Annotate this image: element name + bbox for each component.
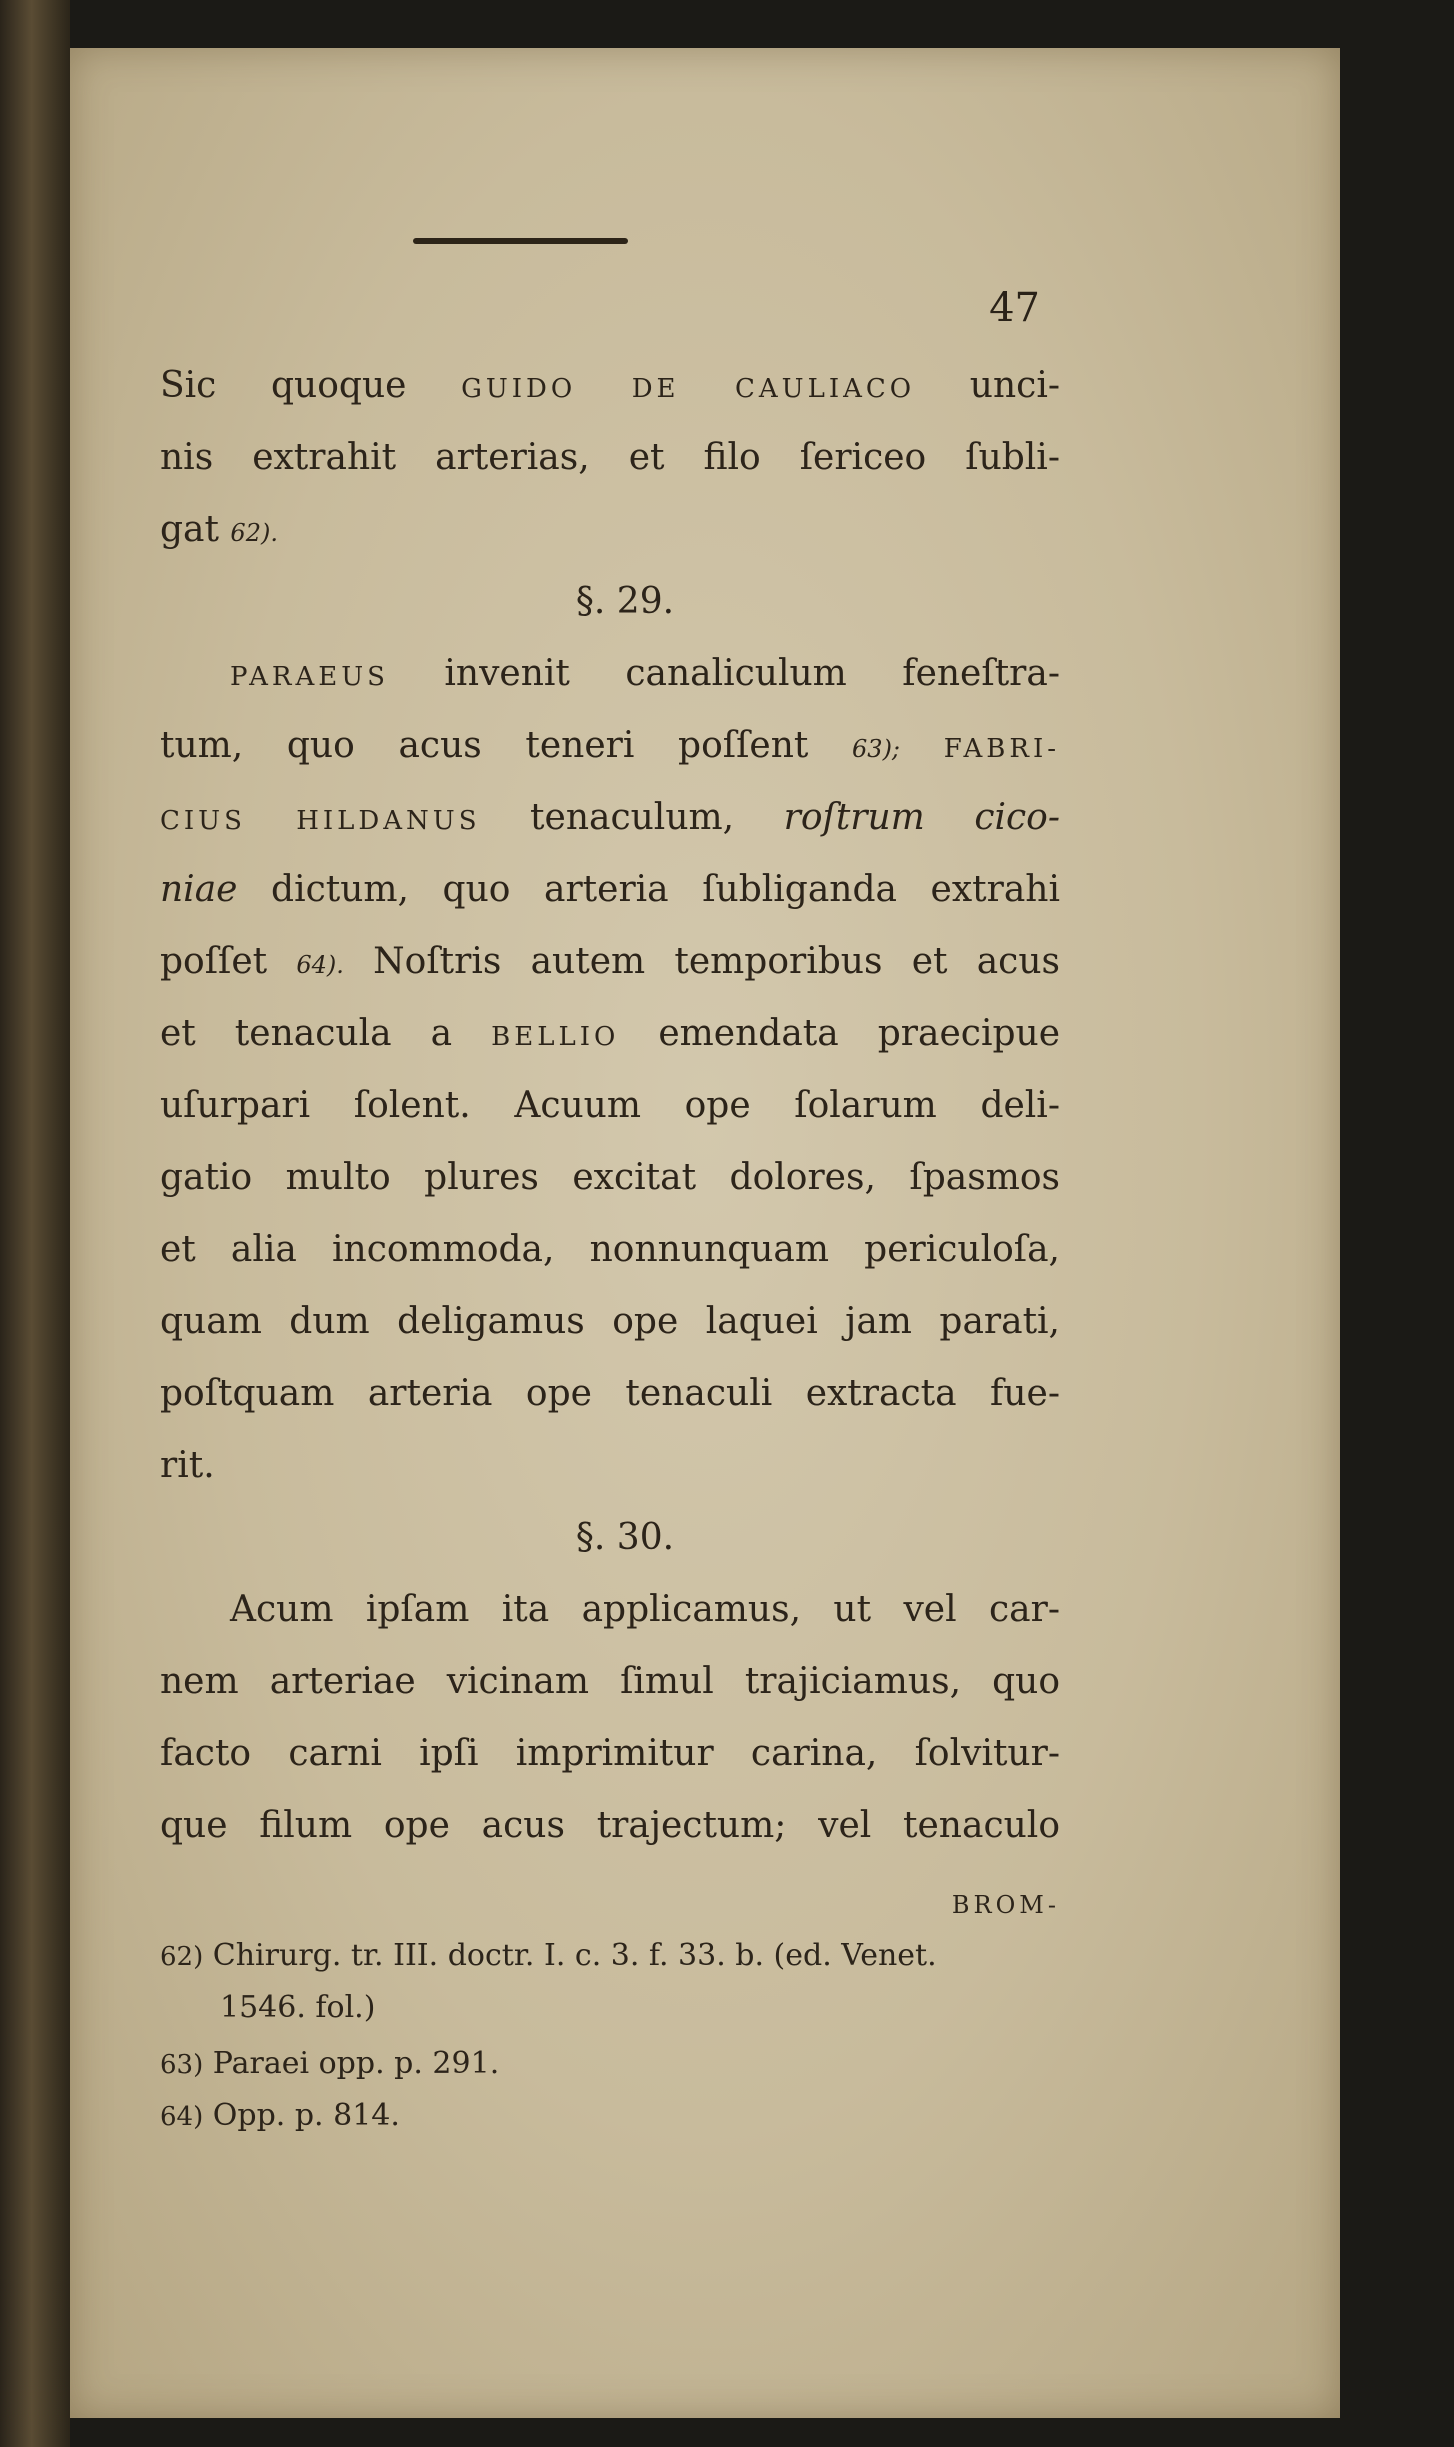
text-run: facto carni ipſi imprimitur carina, ſolvitur- — [160, 1733, 1060, 1774]
text-run: emendata praecipue — [619, 1013, 1060, 1054]
text-line — [160, 710, 1060, 782]
footnote-ref: 63); — [852, 735, 901, 763]
text-line — [160, 494, 1060, 566]
text-run: Noſtris autem temporibus et acus — [343, 941, 1060, 982]
small-caps-name: FABRI- — [943, 734, 1060, 764]
footnote-number: 62) — [160, 1942, 204, 1972]
text-run: uſurpari ſolent. Acuum ope ſolarum deli- — [160, 1085, 1060, 1126]
text-line — [160, 998, 1060, 1070]
footnote-number: 64) — [160, 2102, 204, 2132]
text-line — [160, 854, 1060, 926]
body-text — [160, 350, 1060, 1862]
footnote-ref: 64). — [296, 951, 344, 979]
text-line — [160, 1718, 1060, 1790]
text-run: gatio multo plures excitat dolores, ſpasmos — [160, 1157, 1060, 1198]
footnote-number: 63) — [160, 2050, 204, 2080]
book-spine — [0, 0, 70, 2447]
text-run: §. 29. — [575, 581, 675, 622]
footnote — [160, 2038, 1060, 2090]
text-run: invenit canaliculum feneſtra- — [388, 653, 1060, 694]
text-line — [160, 1646, 1060, 1718]
text-run: poſſet — [160, 941, 297, 982]
footnotes — [160, 1880, 1060, 2142]
text-run: Acum ipſam ita applicamus, ut vel car- — [230, 1589, 1060, 1630]
footnote — [160, 2090, 1060, 2142]
small-caps-name: GUIDO DE CAULIACO — [461, 374, 916, 404]
text-line — [160, 782, 1060, 854]
italic-text: roſtrum cico- — [783, 797, 1060, 838]
section-heading — [160, 566, 1060, 638]
text-run: et tenacula a — [160, 1013, 492, 1054]
text-run: quam dum deligamus ope laquei jam parati, — [160, 1301, 1060, 1342]
text-line — [160, 926, 1060, 998]
text-run: dictum, quo arteria ſubliganda extrahi — [237, 869, 1060, 910]
text-line — [160, 350, 1060, 422]
footnote — [160, 1930, 1060, 1982]
italic-text: niae — [160, 869, 238, 910]
catchword: BROM- — [951, 1891, 1060, 1919]
page-number: 47 — [989, 285, 1040, 331]
text-line — [160, 1790, 1060, 1862]
text-run: nem arteriae vicinam ſimul trajiciamus, quo — [160, 1661, 1060, 1702]
text-line — [160, 1574, 1060, 1646]
text-line — [160, 638, 1060, 710]
text-run: unci- — [915, 365, 1060, 406]
footnote-text: Opp. p. 814. — [212, 2098, 400, 2133]
text-run: gat — [160, 509, 231, 550]
footnote-ref: 62). — [230, 519, 278, 547]
footnote-text: Paraei opp. p. 291. — [212, 2046, 500, 2081]
text-line — [160, 1358, 1060, 1430]
small-caps-name: CIUS HILDANUS — [160, 806, 481, 836]
text-run: rit. — [160, 1445, 215, 1486]
text-run: que filum ope acus trajectum; vel tenaculo — [160, 1805, 1060, 1846]
section-heading — [160, 1502, 1060, 1574]
text-line — [160, 1142, 1060, 1214]
text-run: Sic quoque — [160, 365, 462, 406]
text-line — [160, 422, 1060, 494]
text-run: tum, quo acus teneri poſſent — [160, 725, 853, 766]
text-run: et alia incommoda, nonnunquam periculoſa, — [160, 1229, 1060, 1270]
footnote-continuation: 1546. fol.) — [220, 1990, 376, 2025]
small-caps-name: BELLIO — [491, 1022, 620, 1052]
text-run: tenaculum, — [480, 797, 784, 838]
footnote-list — [160, 1930, 1060, 2142]
text-run: nis extrahit arterias, et filo ſericeo ſubli- — [160, 437, 1060, 478]
text-line — [160, 1286, 1060, 1358]
text-line — [160, 1214, 1060, 1286]
small-caps-name: PARAEUS — [230, 662, 389, 692]
text-line — [160, 1070, 1060, 1142]
text-run: §. 30. — [575, 1517, 675, 1558]
text-run — [900, 725, 944, 766]
text-line — [160, 1430, 1060, 1502]
text-run: poſtquam arteria ope tenaculi extracta fue- — [160, 1373, 1060, 1414]
header-rule — [413, 238, 628, 244]
footnote-text: Chirurg. tr. III. doctr. I. c. 3. f. 33. b. (ed. Venet. — [212, 1938, 937, 1973]
